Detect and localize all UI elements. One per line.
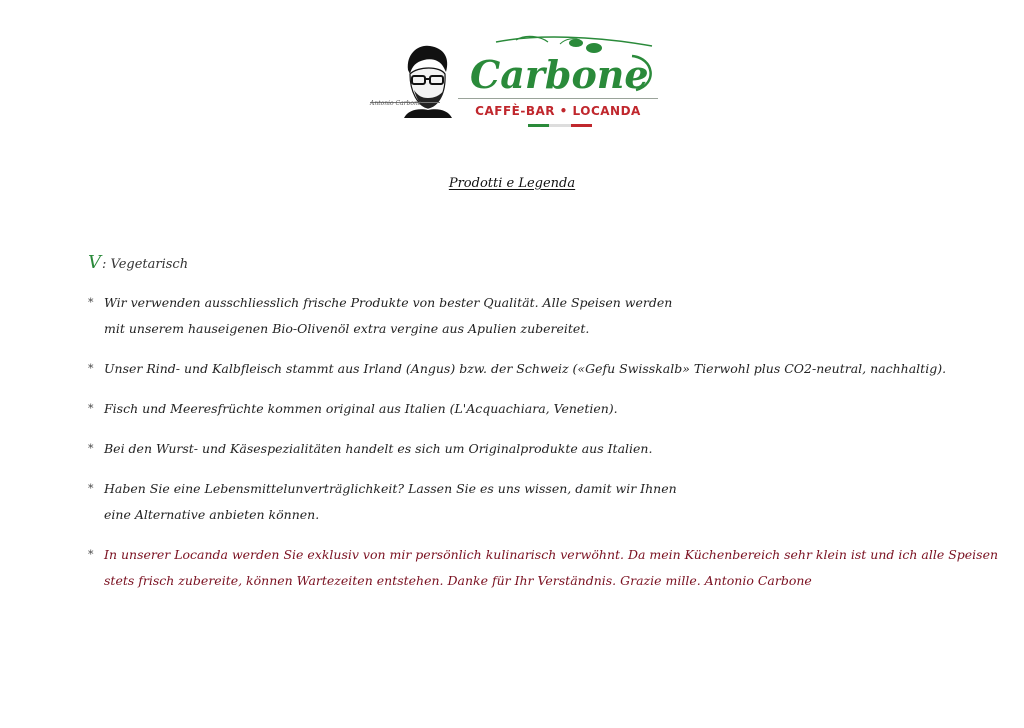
- bullet-star: *: [88, 482, 94, 495]
- bullet-star: *: [88, 442, 94, 455]
- bullet-text-line: Bei den Wurst- und Käsespezialitäten handelt es sich um Originalprodukte aus Italien.: [104, 441, 653, 456]
- bullet-text-line: Wir verwenden ausschliesslich frische Produkte von bester Qualität. Alle Speisen werden: [104, 295, 673, 310]
- bullet-text-line: mit unserem hauseigenen Bio-Olivenöl extra vergine aus Apulien zubereitet.: [104, 321, 590, 336]
- info-bullet: [88, 290, 968, 342]
- info-bullet: [88, 476, 968, 528]
- page-title: Prodotti e Legenda: [448, 176, 576, 191]
- carbone-logo: [456, 34, 664, 100]
- info-bullet: [88, 542, 999, 594]
- brand-name: Carbone: [470, 52, 649, 97]
- signature: Antonio Carbone: [370, 100, 422, 107]
- italian-flag-stripe: [528, 124, 592, 127]
- bullet-text-line: stets frisch zubereite, können Wartezeiten entstehen. Danke für Ihr Verständnis. Grazie mille. Antonio Carbone: [104, 573, 812, 588]
- bullet-star: *: [88, 362, 94, 375]
- vegetarian-icon: V: [88, 252, 101, 273]
- bullet-text-line: Haben Sie eine Lebensmittelunverträglichkeit? Lassen Sie es uns wissen, damit wir Ihnen: [104, 481, 677, 496]
- flag-green: [528, 124, 549, 127]
- bullet-star: *: [88, 402, 94, 415]
- bullet-text-line: Fisch und Meeresfrüchte kommen original aus Italien (L'Acquachiara, Venetien).: [104, 401, 618, 416]
- bullet-star: *: [88, 296, 94, 309]
- legend-vegetarian: [88, 252, 188, 273]
- bullet-star: *: [88, 548, 94, 561]
- logo-header: [364, 34, 664, 130]
- info-list: [88, 290, 999, 608]
- flag-white: [549, 124, 570, 127]
- flag-red: [571, 124, 592, 127]
- bullet-text-line: Unser Rind- und Kalbfleisch stammt aus Irland (Angus) bzw. der Schweiz («Gefu Swisskalb» Tierwohl plus CO2-neutral, nachhaltig).: [104, 361, 947, 376]
- brand-subtitle: CAFFÈ-BAR • LOCANDA: [475, 104, 641, 118]
- info-bullet: [88, 356, 968, 382]
- legend-label: : Vegetarisch: [102, 257, 189, 272]
- bullet-text-line: eine Alternative anbieten können.: [104, 507, 320, 522]
- info-bullet: [88, 396, 968, 422]
- info-bullet: [88, 436, 968, 462]
- bullet-text-line: In unserer Locanda werden Sie exklusiv von mir persönlich kulinarisch verwöhnt. Da mein Küchenbereich sehr klein ist und ich alle Speisen: [104, 547, 999, 562]
- logo-divider: [458, 98, 658, 99]
